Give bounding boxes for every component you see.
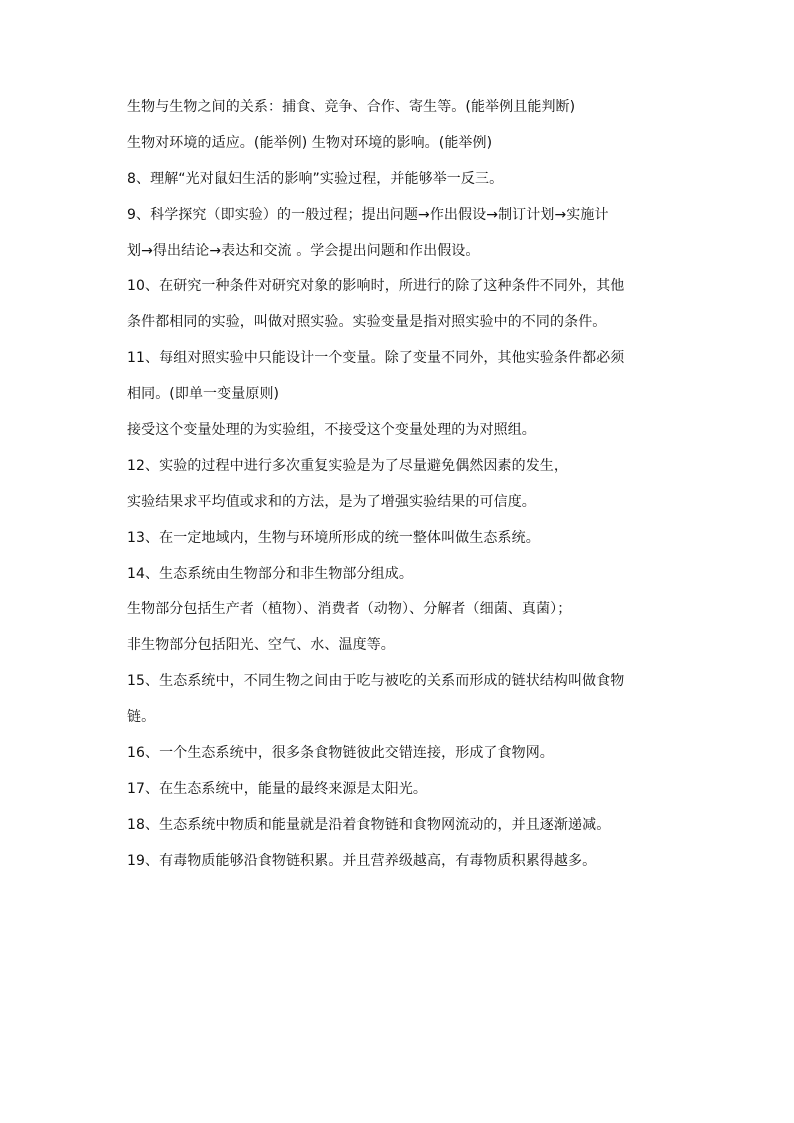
text-line: 19、有毒物质能够沿食物链积累。并且营养级越高，有毒物质积累得越多。 <box>127 852 597 869</box>
text-line: 实验结果求平均值或求和的方法，是为了增强实验结果的可信度。 <box>127 493 536 510</box>
text-line: 条件都相同的实验，叫做对照实验。实验变量是指对照实验中的不同的条件。 <box>127 314 607 331</box>
text-line: 14、生态系统由生物部分和非生物部分组成。 <box>127 565 413 582</box>
text-line: 12、实验的过程中进行多次重复实验是为了尽量避免偶然因素的发生， <box>127 457 569 474</box>
text-line: 接受这个变量处理的为实验组，不接受这个变量处理的为对照组。 <box>127 422 536 439</box>
text-line: 15、生态系统中，不同生物之间由于吃与被吃的关系而形成的链状结构叫做食物 <box>127 673 625 690</box>
text-line: 9、科学探究（即实验）的一般过程；提出问题→作出假设→制订计划→实施计 <box>127 206 609 223</box>
text-line: 11、每组对照实验中只能设计一个变量。除了变量不同外，其他实验条件都必须 <box>127 350 625 367</box>
text-line: 生物对环境的适应。(能举例) 生物对环境的影响。(能举例) <box>127 134 493 151</box>
text-line: 18、生态系统中物质和能量就是沿着食物链和食物网流动的，并且逐渐递减。 <box>127 816 611 833</box>
text-line: 17、在生态系统中，能量的最终来源是太阳光。 <box>127 780 428 797</box>
text-line: 16、一个生态系统中，很多条食物链彼此交错连接，形成了食物网。 <box>127 745 554 762</box>
text-line: 非生物部分包括阳光、空气、水、温度等。 <box>127 637 395 654</box>
text-line: 划→得出结论→表达和交流 。学会提出问题和作出假设。 <box>127 242 480 259</box>
text-line: 相同。(即单一变量原则) <box>127 386 280 403</box>
text-line: 8、理解“光对鼠妇生活的影响”实验过程，并能够举一反三。 <box>127 170 504 187</box>
text-line: 13、在一定地域内，生物与环境所形成的统一整体叫做生态系统。 <box>127 529 540 546</box>
text-line: 生物与生物之间的关系：捕食、竞争、合作、寄生等。(能举例且能判断) <box>127 99 576 115</box>
text-line: 10、在研究一种条件对研究对象的影响时，所进行的除了这种条件不同外，其他 <box>127 278 625 295</box>
document-body <box>127 90 687 880</box>
text-line: 生物部分包括生产者（植物）、消费者（动物）、分解者（细菌、真菌）； <box>127 601 572 618</box>
text-line: 链。 <box>127 709 156 726</box>
